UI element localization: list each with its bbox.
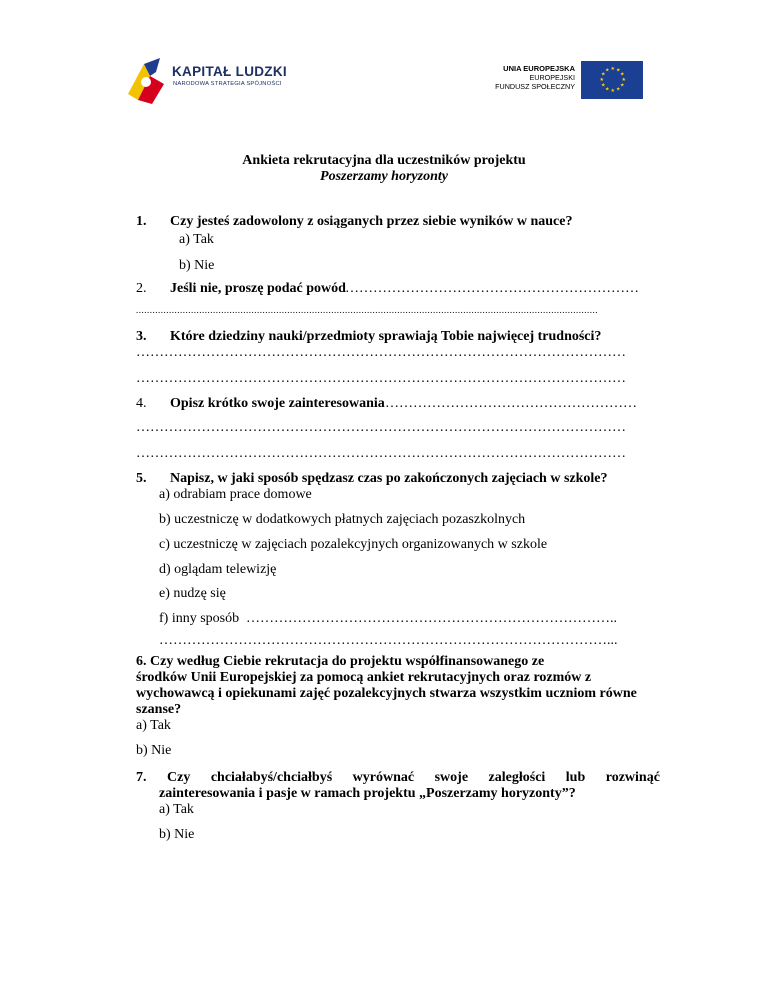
q4-answer-line[interactable]: ………………………………………………	[385, 396, 637, 411]
svg-text:★: ★	[620, 82, 625, 89]
q5-option-d[interactable]: d) oglądam telewizję	[159, 562, 277, 577]
svg-text:★: ★	[610, 88, 615, 94]
q7-line-1-text: 7. Czy chciałabyś/chciałbyś wyrównać swoje zaległości lub rozwinąć	[136, 770, 660, 785]
q6-line-1: 6. Czy według Ciebie rekrutacja do projektu współfinansowanego ze	[136, 654, 545, 669]
svg-text:★: ★	[616, 67, 621, 74]
q1-text: Czy jesteś zadowolony z osiąganych przez siebie wyników w nauce?	[170, 214, 573, 229]
kapital-ludzki-subtitle: NARODOWA STRATEGIA SPÓJNOŚCI	[173, 81, 282, 87]
q4-answer-line-3[interactable]: ……………………………………………………………………………………………	[136, 446, 626, 461]
svg-text:★: ★	[620, 71, 625, 78]
eu-flag-icon	[581, 61, 643, 99]
q2-answer-line[interactable]: ………………………………………………………	[345, 281, 639, 296]
q1-option-a[interactable]: a) Tak	[179, 232, 214, 247]
q6-option-a[interactable]: a) Tak	[136, 718, 171, 733]
q3-number: 3.	[136, 329, 147, 344]
q2-number: 2.	[136, 281, 147, 296]
q7-line-2: zainteresowania i pasje w ramach projektu „Poszerzamy horyzonty”?	[159, 786, 576, 801]
q1-option-b[interactable]: b) Nie	[179, 258, 215, 273]
q3-answer-line-1[interactable]: ……………………………………………………………………………………………	[136, 345, 626, 360]
q5-option-b[interactable]: b) uczestniczę w dodatkowych płatnych zajęciach pozaszkolnych	[159, 512, 526, 527]
svg-text:★: ★	[601, 82, 606, 89]
kapital-ludzki-logo	[118, 48, 288, 118]
q7-option-a[interactable]: a) Tak	[159, 802, 194, 817]
eu-line-3: FUNDUSZ SPOŁECZNY	[495, 82, 575, 91]
svg-text:★: ★	[605, 67, 610, 74]
svg-text:★: ★	[605, 86, 610, 93]
q5-number: 5.	[136, 471, 147, 486]
q2-answer-line-2[interactable]: ........................................................................................................................................................................	[136, 305, 598, 315]
q5-option-c[interactable]: c) uczestniczę w zajęciach pozalekcyjnych organizowanych w szkole	[159, 537, 548, 552]
q6-line-4: szanse?	[136, 702, 182, 717]
q5-option-a[interactable]: a) odrabiam prace domowe	[159, 487, 312, 502]
q1-number: 1.	[136, 214, 147, 229]
q3-answer-line-2[interactable]: ……………………………………………………………………………………………	[136, 371, 626, 386]
eu-line-1: UNIA EUROPEJSKA	[503, 64, 575, 73]
kapital-ludzki-emblem-icon	[124, 54, 174, 106]
q4-answer-line-2[interactable]: ……………………………………………………………………………………………	[136, 420, 626, 435]
eu-logo-text	[478, 64, 575, 91]
q4-text: Opisz krótko swoje zainteresowania	[170, 396, 385, 411]
q3-text: Które dziedziny nauki/przedmioty sprawiają Tobie najwięcej trudności?	[170, 329, 602, 344]
svg-text:★: ★	[599, 77, 604, 83]
svg-text:★: ★	[621, 77, 626, 83]
svg-text:★: ★	[616, 86, 621, 93]
eu-stars-icon	[581, 61, 643, 99]
q6-line-3: wychowawcą i opiekunami zajęć pozalekcyjnych stwarza wszystkim uczniom równe	[136, 686, 637, 701]
q5-other-answer-line[interactable]: ……………………………………………………………………..	[246, 611, 617, 626]
kapital-ludzki-title: KAPITAŁ LUDZKI	[172, 64, 287, 79]
svg-text:★: ★	[610, 66, 615, 72]
svg-text:★: ★	[601, 71, 606, 78]
q5-text: Napisz, w jaki sposób spędzasz czas po zakończonych zajęciach w szkole?	[170, 471, 608, 486]
q5-option-f[interactable]: f) inny sposób	[159, 611, 240, 626]
q7-line-1	[136, 770, 660, 786]
q7-option-b[interactable]: b) Nie	[159, 827, 195, 842]
q5-option-e[interactable]: e) nudzę się	[159, 586, 226, 601]
q5-other-answer-line-2[interactable]: ……………………………………………………………………………………...	[159, 633, 618, 648]
q6-option-b[interactable]: b) Nie	[136, 743, 172, 758]
project-name: Poszerzamy horyzonty	[320, 169, 448, 184]
survey-title: Ankieta rekrutacyjna dla uczestników projektu	[242, 153, 526, 168]
q4-number: 4.	[136, 396, 147, 411]
q6-line-2: środków Unii Europejskiej za pomocą ankiet rekrutacyjnych oraz rozmów z	[136, 670, 592, 685]
q2-text: Jeśli nie, proszę podać powód	[170, 281, 346, 296]
eu-line-2: EUROPEJSKI	[529, 73, 575, 82]
